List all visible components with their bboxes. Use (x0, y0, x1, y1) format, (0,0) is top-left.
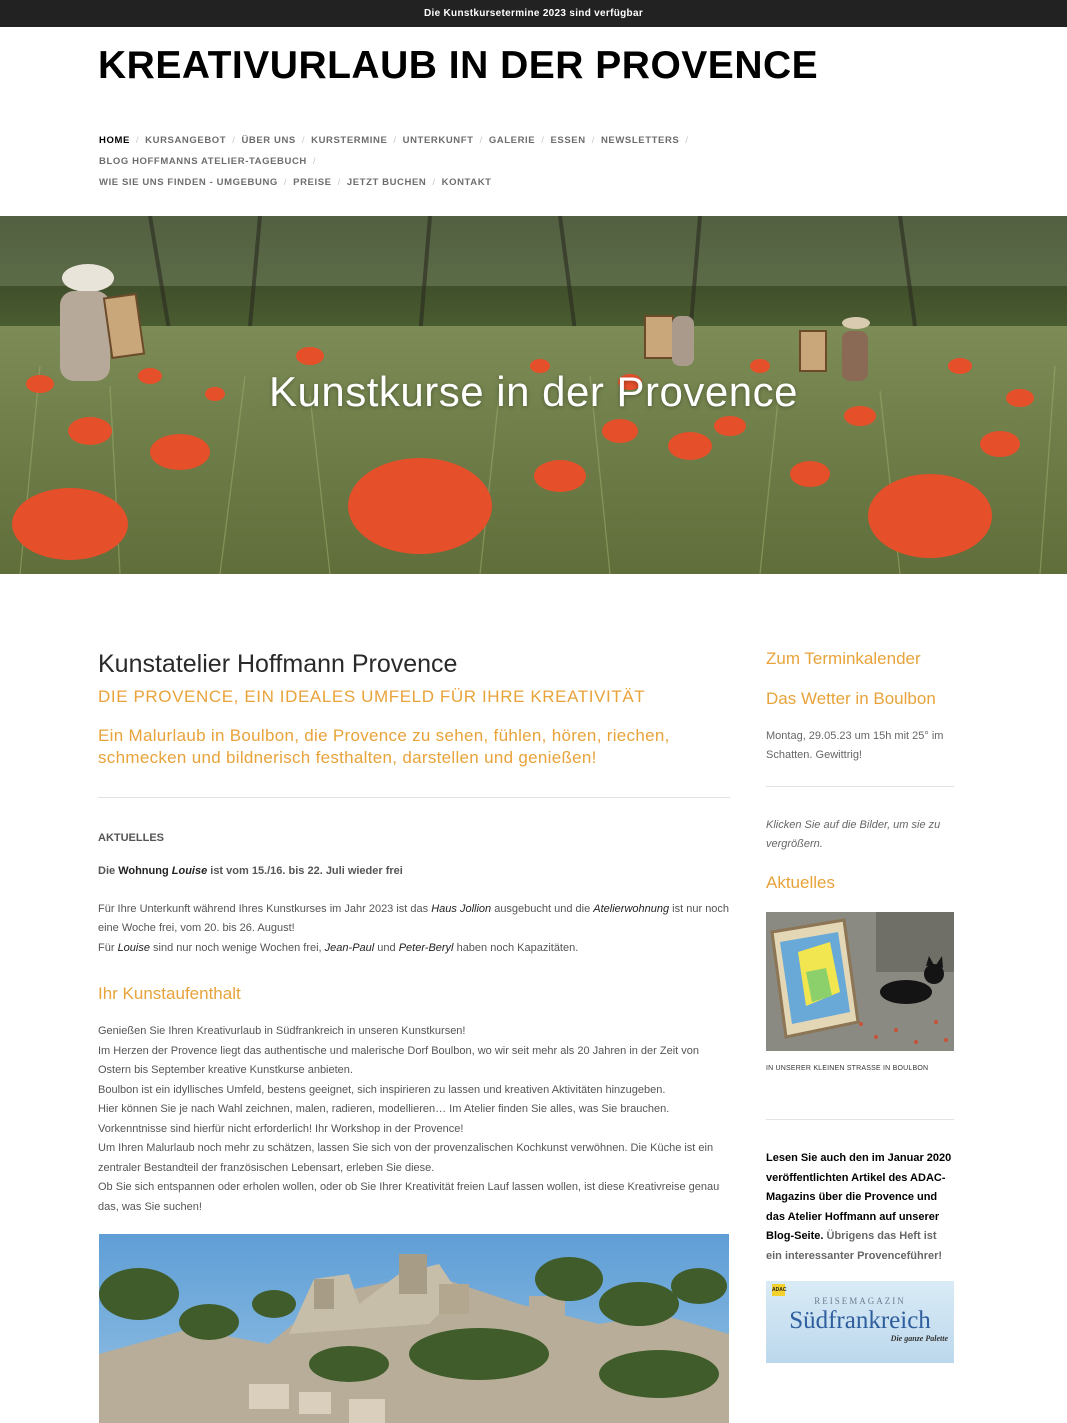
magazine-title: Südfrankreich (789, 1307, 931, 1334)
nav-separator: / (393, 135, 397, 146)
availability-text (98, 900, 730, 959)
photo-caption: IN UNSERER KLEINEN STRASSE IN BOULBON (766, 1065, 929, 1072)
house-name: Jean-Paul (324, 941, 375, 954)
boulbon-castle-photo[interactable] (99, 1234, 729, 1423)
nav-separator: / (685, 135, 689, 146)
lead-text: Ein Malurlaub in Boulbon, die Provence zu sehen, fühlen, hören, riechen, schmecken und bildnerisch festhalten, darstellen und genießen! (98, 726, 670, 767)
article-grey: Übrigens das Heft ist ein interessanter Provenceführer! (766, 1230, 943, 1262)
nav-item-kontakt[interactable]: KONTAKT (441, 177, 492, 188)
house-name: Peter-Beryl (398, 941, 454, 954)
nav-separator: / (135, 135, 140, 146)
cat-painting-photo[interactable] (766, 912, 954, 1051)
nav-separator: / (337, 177, 341, 188)
weather-text: Montag, 29.05.23 um 15h mit 25° im Schatten. Gewittrig! (766, 730, 944, 761)
adac-magazine-cover[interactable] (766, 1281, 954, 1363)
main-nav (99, 130, 899, 193)
stay-line: Um Ihren Malurlaub noch mehr zu schätzen, lassen Sie sich von der provenzalischen Kochkunst verwöhnen. Die Küche ist ein zentraler Bestandteil der französischen Lebensart, erleben Sie diese. (98, 1142, 714, 1174)
stay-line: Hier können Sie je nach Wahl zeichnen, malen, radieren, modellieren… Im Atelier finden Sie alles, was Sie brauchen. (98, 1103, 670, 1115)
article-bold: Lesen Sie auch den im Januar 2020 veröffentlichten Artikel des ADAC-Magazins über die Provence und das Atelier Hoffmann auf unserer Blog-Seite. (766, 1152, 952, 1242)
nav-separator: / (232, 135, 236, 146)
stay-heading: Ihr Kunstaufenthalt (98, 984, 241, 1003)
text-span: haben noch Kapazitäten. (453, 941, 579, 954)
click-hint: Klicken Sie auf die Bilder, um sie zu vergrößern. (766, 819, 941, 850)
nav-item-home[interactable]: HOME (99, 135, 130, 146)
text-span: ausgebucht und die (491, 902, 594, 915)
text-span: ist nur noch eine Woche frei, vom 20. bis 26. August! (98, 902, 730, 934)
nav-separator: / (541, 135, 545, 146)
stay-line: Boulbon ist ein idyllisches Umfeld, bestens geeignet, sich inspirieren zu lassen und kreativen Aktivitäten hinzugeben. (98, 1083, 666, 1096)
text-span: und (374, 941, 399, 954)
nav-item-essen[interactable]: ESSEN (550, 135, 586, 146)
stay-line: Genießen Sie Ihren Kreativurlaub in Südfrankreich in unseren Kunstkursen! (98, 1025, 466, 1037)
nav-separator: / (479, 135, 483, 146)
divider (766, 1119, 954, 1120)
text-span: sind nur noch wenige Wochen frei, (149, 941, 325, 954)
notice-text: Die (98, 865, 119, 877)
notice-apartment-name: Louise (171, 865, 208, 877)
text-span: Für Ihre Unterkunft während Ihres Kunstkurses im Jahr 2023 ist das (98, 902, 432, 915)
nav-separator: / (312, 156, 317, 167)
house-name: Haus Jollion (431, 902, 492, 915)
nav-item-jetzt-buchen[interactable]: JETZT BUCHEN (346, 177, 427, 188)
page-heading: Kunstatelier Hoffmann Provence (98, 650, 458, 678)
page-subtitle: DIE PROVENCE, EIN IDEALES UMFELD FÜR IHRE KREATIVITÄT (98, 687, 646, 706)
nav-item-kurstermine[interactable]: KURSTERMINE (311, 135, 388, 146)
nav-item-umgebung[interactable]: WIE SIE UNS FINDEN - UMGEBUNG (99, 177, 278, 188)
notice-apartment: Wohnung (118, 865, 172, 877)
castle-illustration (99, 1234, 729, 1423)
house-name: Atelierwohnung (593, 902, 670, 915)
announcement-bar (0, 0, 1067, 27)
nav-item-galerie[interactable]: GALERIE (488, 135, 536, 146)
announcement-text: Die Kunstkursetermine 2023 sind verfügbar (423, 8, 644, 19)
nav-item-unterkunft[interactable]: UNTERKUNFT (402, 135, 474, 146)
divider (98, 797, 730, 798)
stay-text (98, 1022, 730, 1217)
stay-line: Im Herzen der Provence liegt das authentische und malerische Dorf Boulbon, wo wir seit mehr als 20 Jahren in der Zeit von Ostern bis September kreative Kunstkurse anbieten. (98, 1044, 700, 1076)
nav-item-ueber-uns[interactable]: ÜBER UNS (241, 135, 296, 146)
news-title: Aktuelles (766, 873, 835, 892)
magazine-masthead: REISEMAGAZIN (814, 1296, 906, 1306)
text-span: Für (98, 941, 118, 954)
nav-separator: / (283, 177, 288, 188)
nav-item-blog[interactable]: BLOG HOFFMANNS ATELIER-TAGEBUCH (99, 156, 307, 167)
stay-line: Vorkenntnisse sind hierfür nicht erforderlich! Ihr Workshop in der Provence! (98, 1122, 464, 1135)
sidebar (766, 648, 954, 1363)
hero-title: Kunstkurse in der Provence (269, 368, 798, 415)
nav-separator: / (591, 135, 595, 146)
nav-separator: / (432, 177, 436, 188)
divider (766, 786, 954, 787)
nav-row-1 (99, 130, 899, 172)
weather-title: Das Wetter in Boulbon (766, 689, 936, 708)
news-label: AKTUELLES (98, 832, 164, 844)
nav-item-preise[interactable]: PREISE (293, 177, 332, 188)
notice-text: ist vom 15./16. bis 22. Juli wieder frei (207, 865, 403, 877)
main-content (98, 650, 730, 1217)
adac-badge: ADAC (772, 1284, 785, 1296)
stay-line: Ob Sie sich entspannen oder erholen wollen, oder ob Sie Ihrer Kreativität freien Lauf lassen wollen, ist diese Kreativreise genau das, was Sie suchen! (98, 1181, 720, 1213)
nav-separator: / (301, 135, 306, 146)
magazine-tagline: Die ganze Palette (890, 1334, 948, 1343)
site-title[interactable]: KREATIVURLAUB IN DER PROVENCE (98, 44, 819, 87)
adac-article-text (766, 1149, 954, 1266)
house-name: Louise (117, 941, 150, 954)
calendar-link[interactable]: Zum Terminkalender (766, 649, 921, 668)
cat-photo-illustration (766, 912, 954, 1051)
nav-item-newsletters[interactable]: NEWSLETTERS (600, 135, 680, 146)
nav-row-2 (99, 172, 899, 193)
nav-item-kursangebot[interactable]: KURSANGEBOT (145, 135, 227, 146)
apartment-notice (98, 862, 730, 882)
